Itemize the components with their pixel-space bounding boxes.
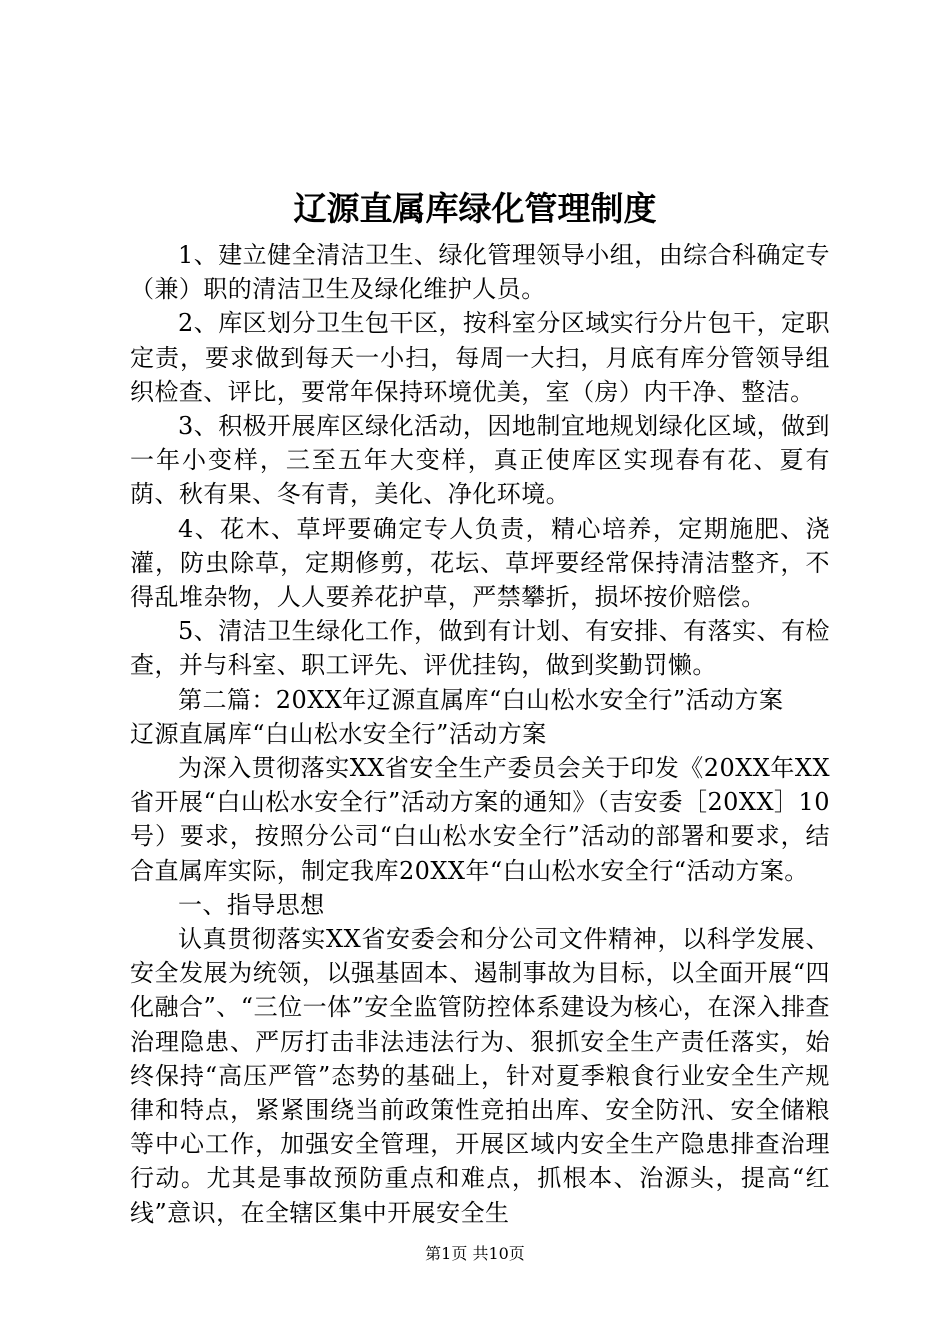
paragraph-intro: 为深入贯彻落实XX省安全生产委员会关于印发《20XX年XX省开展“白山松水安全行”活动方案的通知》（吉安委［20XX］10号）要求，按照分公司“白山松水安全行”活动的部署和要求，结合直属库实际，制定我库20XX年“白山松水安全行“活动方案。 <box>130 754 830 885</box>
paragraph-3: 3、积极开展库区绿化活动，因地制宜地规划绿化区域，做到一年小变样，三至五年大变样，真正使库区实现春有花、夏有荫、秋有果、冬有青，美化、净化环境。 <box>130 412 830 509</box>
document-title: 辽源直属库绿化管理制度 <box>293 189 657 228</box>
plan-title: 辽源直属库“白山松水安全行”活动方案 <box>130 719 547 748</box>
paragraph-2: 2、库区划分卫生包干区，按科室分区域实行分片包干，定职定责，要求做到每天一小扫，每周一大扫，月底有库分管领导组织检查、评比，要常年保持环境优美，室（房）内干净、整洁。 <box>130 309 830 406</box>
section-heading-guiding-thought: 一、指导思想 <box>178 890 325 919</box>
paragraph-guiding-thought: 认真贯彻落实XX省安委会和分公司文件精神，以科学发展、安全发展为统领，以强基固本、遏制事故为目标，以全面开展“四化融合”、“三位一体”安全监管防控体系建设为核心，在深入排查治理隐患、严厉打击非法违法行为、狠抓安全生产责任落实，始终保持“高压严管”态势的基础上，针对夏季粮食行业安全生产规律和特点，紧紧围绕当前政策性竞拍出库、安全防汛、安全储粮等中心工作，加强安全管理，开展区域内安全生产隐患排查治理行动。尤其是事故预防重点和难点，抓根本、治源头，提高“红线”意识，在全辖区集中开展安全生 <box>130 925 830 1227</box>
paragraph-5: 5、清洁卫生绿化工作，做到有计划、有安排、有落实、有检查，并与科室、职工评先、评优挂钩，做到奖勤罚懒。 <box>130 617 830 680</box>
paragraph-4: 4、花木、草坪要确定专人负责，精心培养，定期施肥、浇灌，防虫除草，定期修剪，花坛、草坪要经常保持清洁整齐，不得乱堆杂物，人人要养花护草，严禁攀折，损坏按价赔偿。 <box>130 514 830 612</box>
page-footer: 第1页 共10页 <box>425 1244 525 1263</box>
paragraph-1: 1、建立健全清洁卫生、绿化管理领导小组，由综合科确定专（兼）职的清洁卫生及绿化维护人员。 <box>130 241 830 304</box>
section-heading-2: 第二篇：20XX年辽源直属库“白山松水安全行”活动方案 <box>178 685 784 714</box>
document-body <box>130 238 830 1230</box>
